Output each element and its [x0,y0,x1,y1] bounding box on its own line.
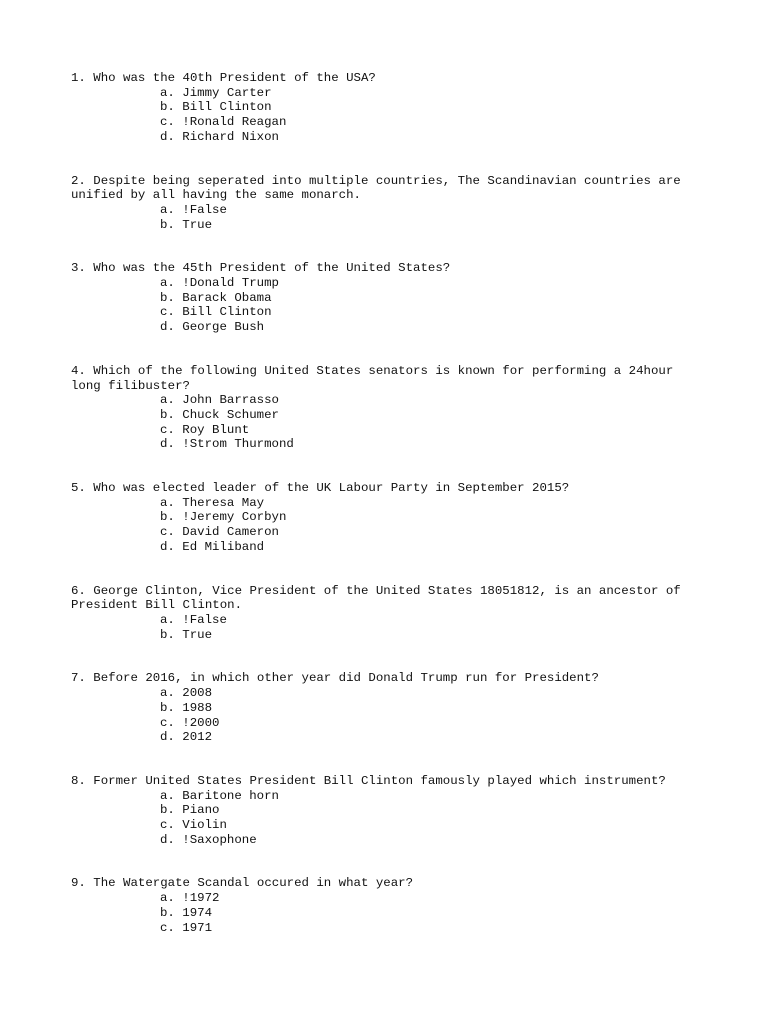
quiz-document [71,71,701,964]
answer-option: a. Jimmy Carter [160,85,272,100]
answer-option: a. John Barrasso [160,393,279,408]
answer-option: a. Theresa May [160,495,265,510]
question-text: 3. Who was the 45th President of the United States? [71,261,451,276]
question-text: 4. Which of the following United States senators is known for performing a 24hour long filibuster? [71,363,681,393]
answer-option: b. True [160,627,213,642]
question-8 [71,774,701,848]
answer-option: b. Barack Obama [160,290,272,305]
question-6 [71,584,701,643]
answer-option: b. Piano [160,803,220,818]
answer-option: a. Baritone horn [160,788,279,803]
answer-option: b. 1974 [160,905,213,920]
question-1 [71,71,701,145]
question-text: 1. Who was the 40th President of the USA? [71,71,376,85]
question-text: 9. The Watergate Scandal occured in what year? [71,876,414,891]
answer-option: a. !Donald Trump [160,276,279,291]
answer-option: d. Richard Nixon [160,129,279,144]
answer-option: b. 1988 [160,700,213,715]
answer-option: a. !False [160,202,227,217]
answer-option: c. Bill Clinton [160,305,272,320]
answer-option: c. Roy Blunt [160,422,250,437]
answer-option: d. George Bush [160,320,265,335]
answer-option: d. Ed Miliband [160,539,265,554]
question-text: 7. Before 2016, in which other year did Donald Trump run for President? [71,671,599,686]
answer-option: c. 1971 [160,920,213,935]
answer-option: d. !Saxophone [160,832,257,847]
answer-option: c. David Cameron [160,525,279,540]
question-3 [71,261,701,335]
question-5 [71,481,701,555]
question-text: 8. Former United States President Bill Clinton famously played which instrument? [71,773,666,788]
answer-option: b. Chuck Schumer [160,407,279,422]
answer-option: b. !Jeremy Corbyn [160,510,287,525]
question-9 [71,876,701,935]
answer-option: d. !Strom Thurmond [160,437,294,452]
answer-option: b. True [160,217,213,232]
question-text: 5. Who was elected leader of the UK Labour Party in September 2015? [71,481,570,496]
answer-option: c. !Ronald Reagan [160,115,287,130]
question-text: 2. Despite being seperated into multiple countries, The Scandinavian countries are unified by all having the same monarch. [71,173,689,203]
question-2 [71,174,701,233]
question-text: 6. George Clinton, Vice President of the United States 18051812, is an ancestor of President Bill Clinton. [71,583,689,613]
answer-option: b. Bill Clinton [160,100,272,115]
answer-option: c. !2000 [160,715,220,730]
answer-option: d. 2012 [160,730,213,745]
question-7 [71,671,701,745]
answer-option: a. 2008 [160,686,213,701]
question-4 [71,364,701,452]
answer-option: a. !False [160,612,227,627]
answer-option: c. Violin [160,818,227,833]
answer-option: a. !1972 [160,891,220,906]
